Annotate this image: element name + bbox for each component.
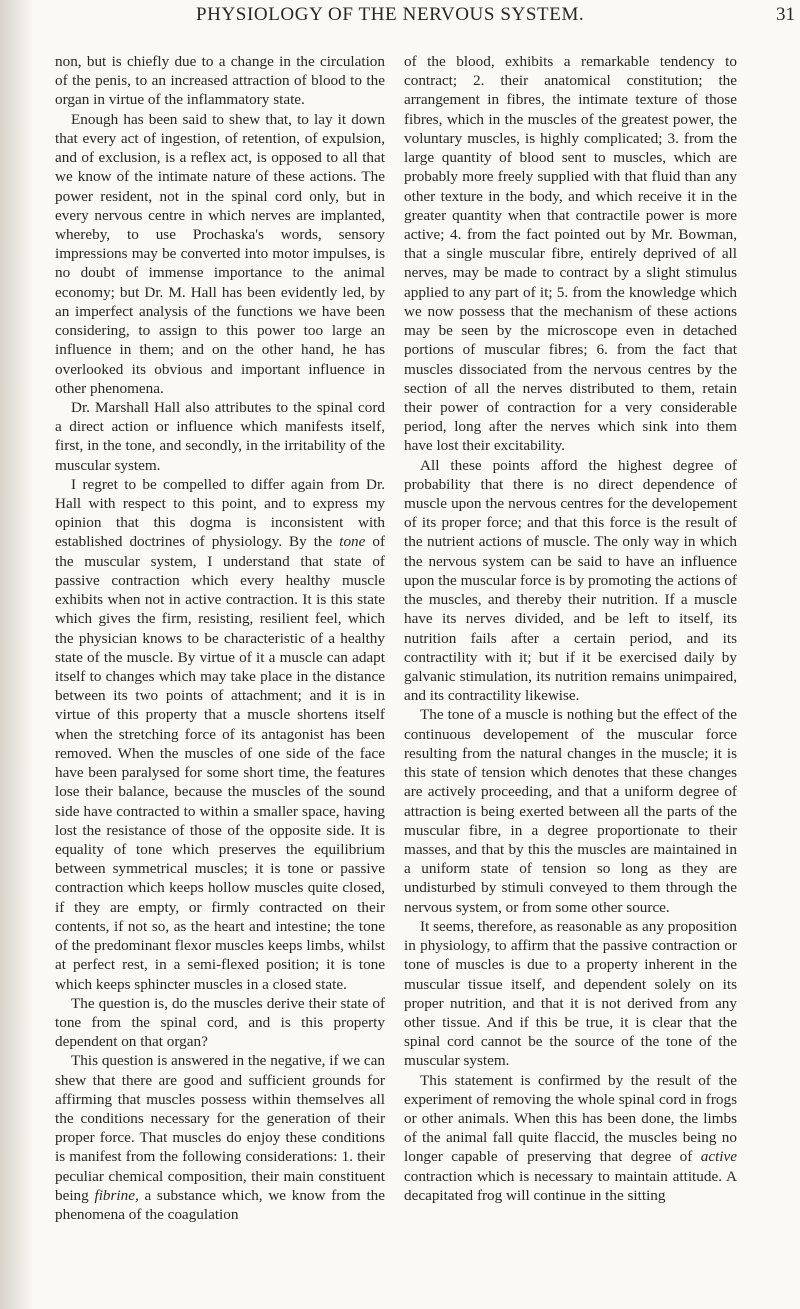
text-run: This statement is confirmed by the result of the experiment of removing the whole spinal cord in frogs or other animals. When this has been done, the limbs of the animal fall quite flaccid, the muscles being no longer capable of preserving that degree of [404,1071,737,1166]
italic-term: tone [339,533,366,551]
paragraph: of the blood, exhibits a remarkable tendency to contract; 2. their anatomical constitution; the arrangement in fibres, the intimate texture of those fibres, which in the muscles of the greatest power, the voluntary muscles, is highly complicated; 3. from the large quantity of blood sent to muscles, which are probably more freely supplied with that fluid than any other texture in the body, and which receive it in the greater quantity when that contractile power is more active; 4. from the fact pointed out by Mr. Bowman, that a single muscular fibre, entirely deprived of all nerves, may be made to contract by a slight stimulus applied to any part of it; 5. from the knowledge which we now possess that the mechanism of these actions may be seen by the microscope even in detached portions of muscular fibres; 6. from the fact that muscles dissociated from the nervous centres by the section of all the nerves distributed to them, retain their power of contraction for a very considerable period, long after the nerves which sink into them have lost their excitability. [404,53,737,455]
paragraph: The tone of a muscle is nothing but the effect of the continuous developement of the muscular force resulting from the natural changes in the muscle; it is this state of tension which denotes that these changes are actively proceeding, and that a uniform degree of attraction is being exerted between all the parts of the muscular fibre, in a degree proportionate to their masses, and that by this the muscles are maintained in a uniform state of tension so long as they are undisturbed by stimuli conveyed to them through the nervous system, or from some other source. [404,706,737,916]
running-head-title: PHYSIOLOGY OF THE NERVOUS SYSTEM. [196,4,585,25]
binding-shadow [0,0,34,1309]
paragraph [55,475,385,994]
text-run: , a substance which, we know from the phenomena of the coagulation [55,1186,386,1224]
page-number: 31 [776,4,795,25]
right-column [404,52,737,1205]
paragraph: non, but is chiefly due to a change in the circulation of the penis, to an increased attraction of blood to the organ in virtue of the inflammatory state. [55,53,385,109]
italic-term: fibrine [94,1186,135,1204]
paragraph: The question is, do the muscles derive their state of tone from the spinal cord, and is this property dependent on that organ? [55,994,385,1051]
paragraph: Enough has been said to shew that, to lay it down that every act of ingestion, of retention, of expulsion, and of exclusion, is a reflex act, is opposed to all that we know of the intimate nature of these actions. The power resident, not in the spinal cord only, but in every nervous centre in which nerves are implanted, whereby, to use Prochaska's words, sensory impressions may be converted into motor impulses, is no doubt of immense importance to the animal economy; but Dr. M. Hall has been evidently led, by an imperfect analysis of the functions we have been considering, to assign to this power too large an influence in them; and on the other hand, he has overlooked its obvious and important influence in other phenomena. [55,110,385,397]
text-run: I regret to be compelled to differ again from Dr. Hall with respect to this point, and to express my opinion that this dogma is inconsistent with established doctrines of physiology. By the [55,475,385,551]
running-head [0,4,800,34]
text-run: This question is answered in the negative, if we can shew that there are good and sufficient grounds for affirming that muscles possess within themselves all the conditions necessary for the generation of their proper force. That muscles do enjoy these conditions is manifest from the following considerations: 1. their peculiar chemical composition, their main constituent being [55,1052,385,1204]
left-column [55,52,385,1224]
text-run: contraction which is necessary to maintain attitude. A decapitated frog will continue in the sitting [404,1167,737,1204]
paragraph: Dr. Marshall Hall also attributes to the spinal cord a direct action or influence which manifests itself, first, in the tone, and secondly, in the irritability of the muscular system. [55,398,385,474]
paragraph: All these points afford the highest degree of probability that there is no direct dependence of muscle upon the nervous centres for the developement of its proper force; and that this force is the result of the nutrient actions of muscle. The only way in which the nervous system can be said to have an influence upon the muscular force is by promoting the actions of the muscles, and thereby their nutrition. If a muscle have its nerves divided, and be left to itself, its nutrition fails after a certain period, and its contractility with it; but if it be exercised daily by galvanic stimulation, its nutrition remains unimpaired, and its contractility likewise. [404,456,737,705]
paragraph [55,1051,385,1224]
text-run: of the muscular system, I understand that state of passive contraction which every healthy muscle exhibits when not in active contraction. It is this state which gives the firm, resisting, resilient feel, which the physician knows to be characteristic of a healthy state of the muscle. By virtue of it a muscle can adapt itself to changes which may take place in the distance between its two points of attachment; and it is in virtue of this property that a muscle shortens itself when the stretching force of its antagonist has been removed. When the muscles of one side of the face have been paralysed for some short time, the features lose their balance, because the muscles of the sound side have contracted to within a smaller space, having lost the resistance of those of the opposite side. It is equality of tone which preserves the equilibrium between symmetrical muscles; it is tone or passive contraction which keeps hollow muscles quite closed, if they are empty, or firmly contracted on their contents, if not so, as the heart and intestine; the tone of the predominant flexor muscles keeps limbs, whilst at perfect rest, in a semi-flexed position; it is tone which keeps sphincter muscles in a closed state. [55,533,385,993]
paragraph [404,1071,737,1206]
italic-term: active [700,1148,737,1166]
paragraph: It seems, therefore, as reasonable as any proposition in physiology, to affirm that the passive contraction or tone of muscles is due to a property inherent in the muscular tissue itself, and dependent solely on its proper nutrition, and that it is not derived from any other tissue. And if this be true, it is clear that the spinal cord cannot be the source of the tone of the muscular system. [404,917,737,1070]
